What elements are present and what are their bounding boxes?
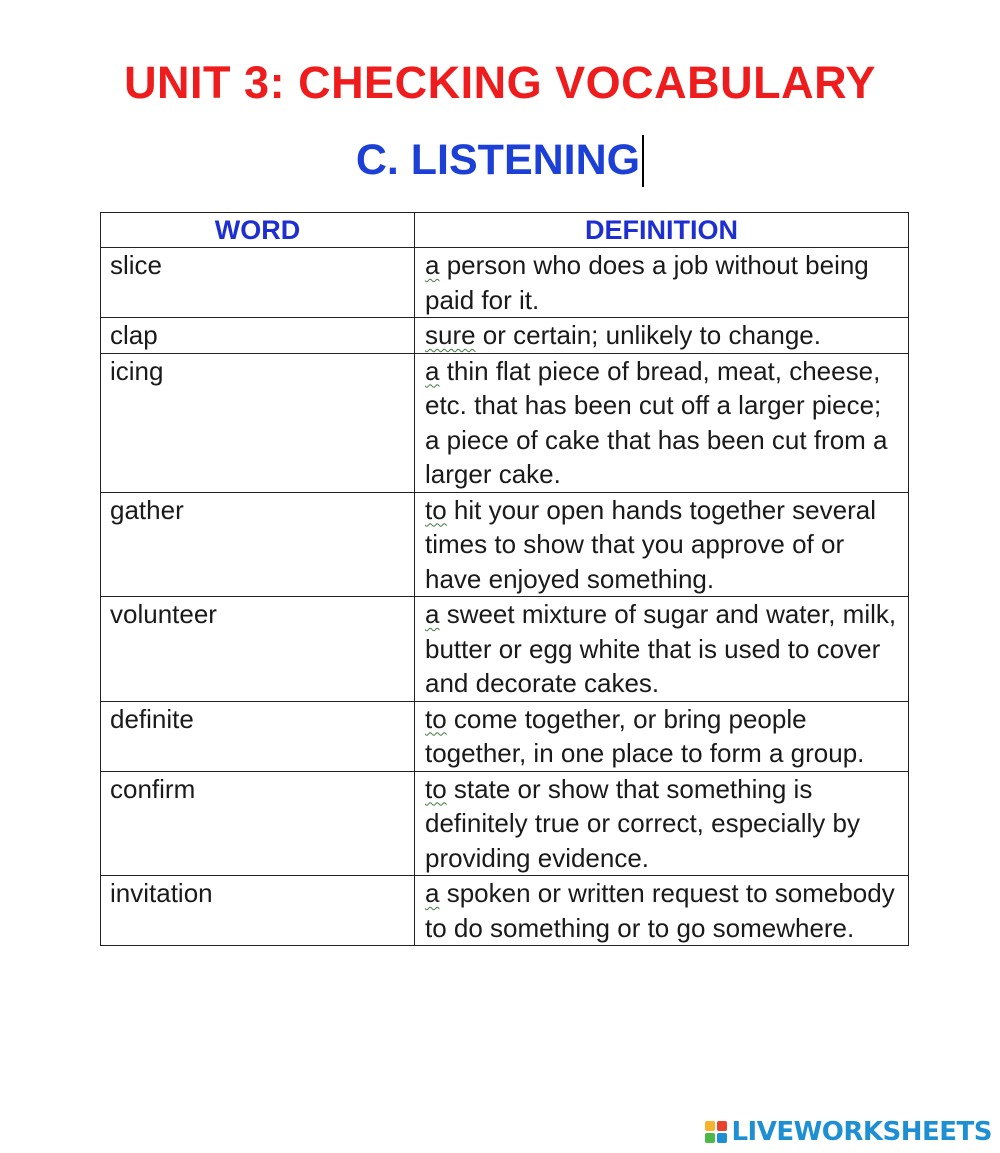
definition-cell [415, 318, 909, 354]
definition-text: sweet mixture of sugar and water, milk, butter or egg white that is used to cover and decorate cakes. [425, 599, 897, 698]
definition-column-header: DEFINITION [415, 213, 909, 248]
liveworksheets-logo-icon [705, 1121, 727, 1143]
definition-cell [415, 876, 909, 946]
definition-cell [415, 771, 909, 876]
logo-text: LIVEWORKSHEETS [731, 1117, 992, 1147]
vocabulary-table [100, 212, 909, 946]
liveworksheets-logo[interactable] [705, 1117, 992, 1147]
definition-first-word: a [425, 355, 440, 386]
definition-first-word: a [425, 599, 440, 629]
word-cell: invitation [101, 876, 415, 946]
table-header-row [101, 213, 909, 248]
table-row [101, 876, 909, 946]
definition-cell [415, 701, 909, 771]
page-title: UNIT 3: CHECKING VOCABULARY [124, 57, 876, 108]
definition-first-word: to [425, 494, 447, 525]
definition-first-word: a [425, 878, 440, 908]
table-row [101, 353, 909, 492]
definition-cell [415, 248, 909, 318]
word-cell: volunteer [101, 597, 415, 702]
word-cell: confirm [101, 771, 415, 876]
table-row [101, 701, 909, 771]
word-cell: gather [101, 492, 415, 597]
section-heading [0, 133, 1000, 189]
definition-text: or certain; unlikely to change. [475, 320, 821, 350]
definition-cell [415, 492, 909, 597]
table-row [101, 597, 909, 702]
definition-text: person who does a job without being paid for it. [425, 250, 869, 315]
definition-first-word: a [425, 250, 440, 280]
definition-first-word: sure [425, 320, 476, 350]
definition-text: come together, or bring people together, in one place to form a group. [425, 703, 865, 768]
word-cell: icing [101, 353, 415, 492]
definition-cell [415, 353, 909, 492]
table-row [101, 771, 909, 876]
definition-cell [415, 597, 909, 702]
section-heading-text: C. LISTENING [355, 136, 641, 184]
word-cell: clap [101, 318, 415, 354]
word-column-header: WORD [101, 213, 415, 248]
definition-text: thin flat piece of bread, meat, cheese, etc. that has been cut off a larger piece; a piece of cake that has been cut from a larger cake. [425, 355, 888, 489]
definition-text: spoken or written request to somebody to do something or to go somewhere. [425, 878, 895, 943]
definition-first-word: to [425, 773, 447, 804]
definition-text: state or show that something is definitely true or correct, especially by providing evidence. [425, 773, 860, 873]
table-row [101, 318, 909, 354]
definition-text: hit your open hands together several times to show that you approve of or have enjoyed something. [425, 494, 876, 594]
definition-first-word: to [425, 703, 447, 734]
table-row [101, 248, 909, 318]
table-row [101, 492, 909, 597]
word-cell: slice [101, 248, 415, 318]
word-cell: definite [101, 701, 415, 771]
text-cursor [642, 135, 644, 187]
